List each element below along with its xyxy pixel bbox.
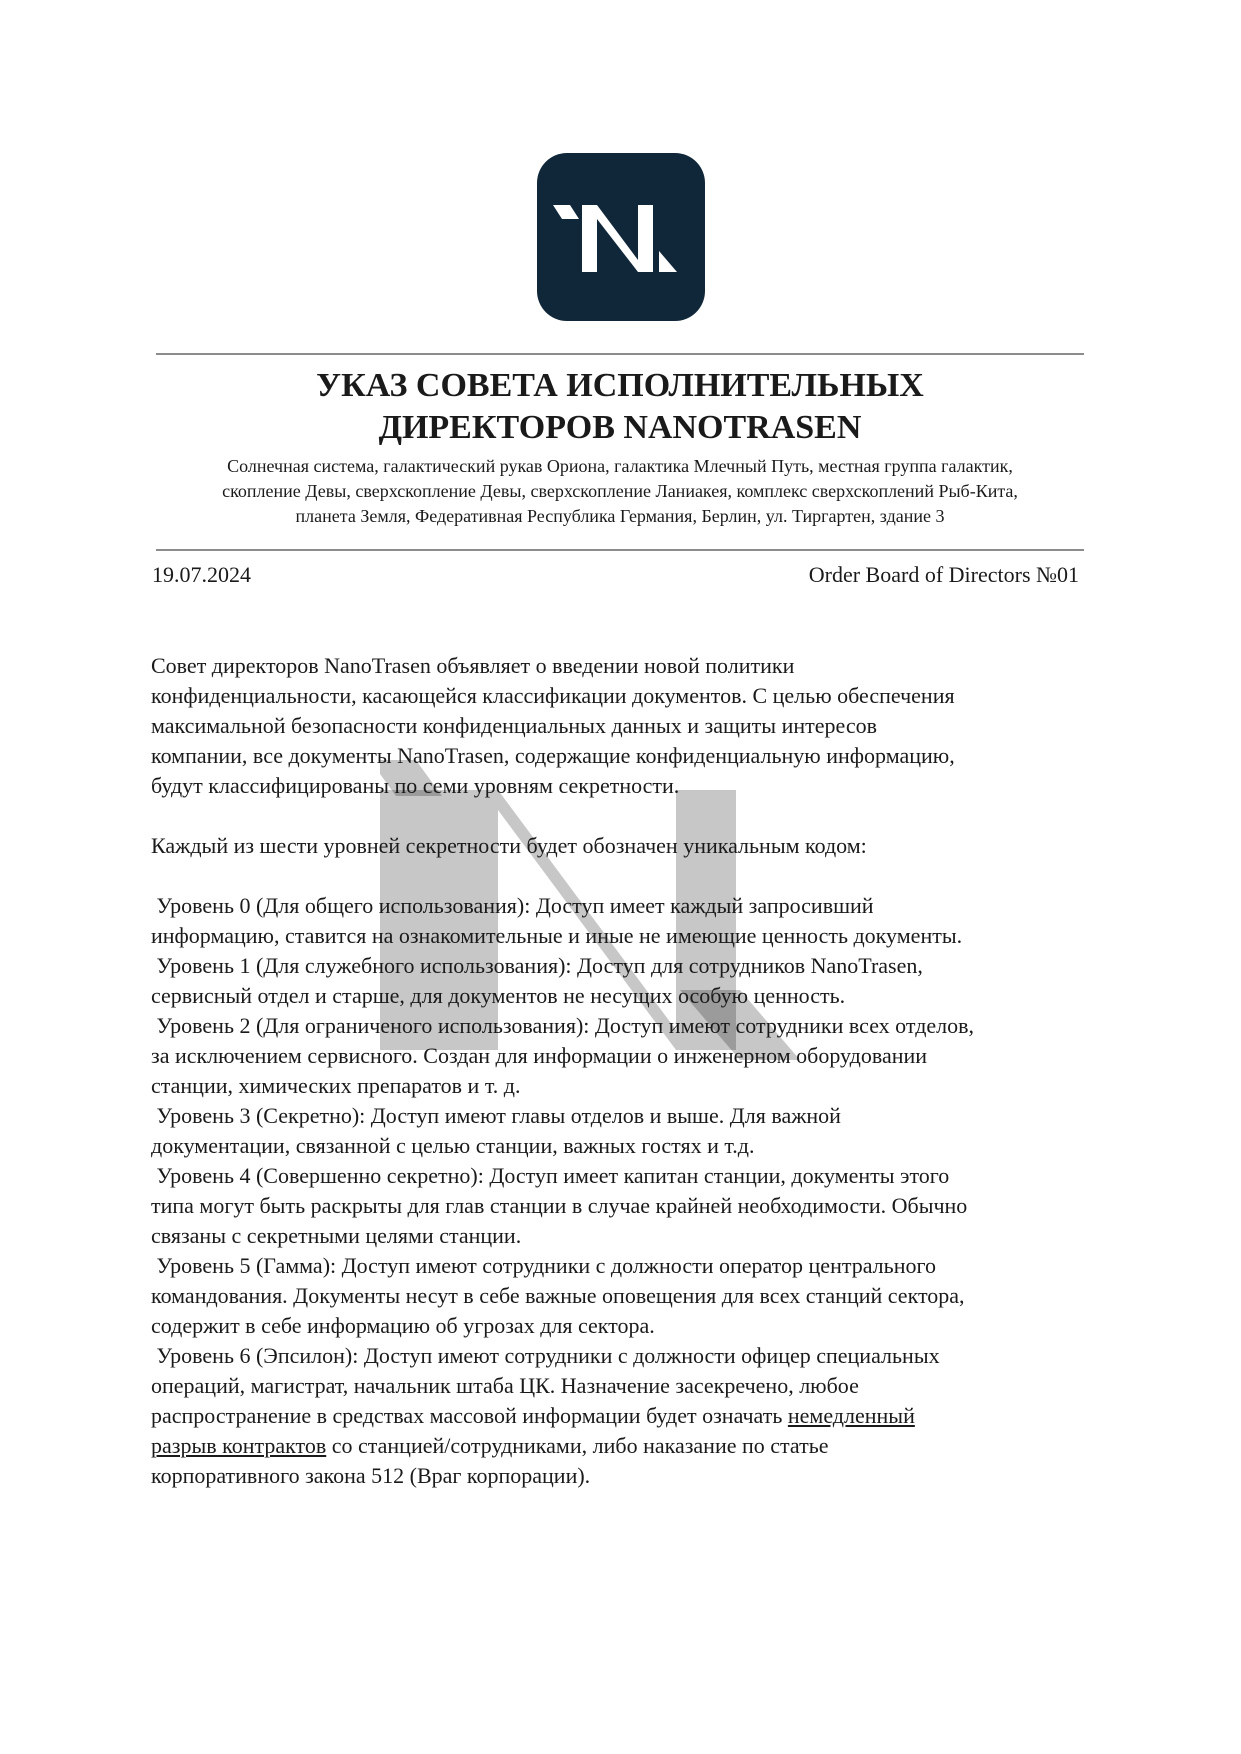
paragraph-spacer: [151, 801, 1096, 831]
level-6-line: операций, магистрат, начальник штаба ЦК. Назначение засекречено, любое: [151, 1373, 859, 1398]
level-3-line: Уровень 3 (Секретно): Доступ имеют главы отделов и выше. Для важной: [151, 1103, 841, 1128]
title-line: УКАЗ СОВЕТА ИСПОЛНИТЕЛЬНЫХ: [316, 367, 924, 404]
levels-intro: Каждый из шести уровней секретности будет обозначен уникальным кодом:: [151, 833, 867, 858]
order-number: Order Board of Directors №01: [808, 562, 1079, 587]
level-5-line: командования. Документы несут в себе важные оповещения для всех станций сектора,: [151, 1283, 965, 1308]
title-line: ДИРЕКТОРОВ NANOTRASEN: [378, 409, 862, 446]
level-6-line: Уровень 6 (Эпсилон): Доступ имеют сотрудники с должности офицер специальных: [151, 1343, 940, 1368]
level-0-line: Уровень 0 (Для общего использования): Доступ имеет каждый запросивший: [151, 893, 874, 918]
level-6-line: [151, 1401, 1096, 1431]
body-line: Совет директоров NanoTrasen объявляет о введении новой политики: [151, 653, 795, 678]
body-line: будут классифицированы по семи уровням секретности.: [151, 773, 680, 798]
level-4-line: Уровень 4 (Совершенно секретно): Доступ имеет капитан станции, документы этого: [151, 1163, 950, 1188]
body-line: максимальной безопасности конфиденциальных данных и защиты интересов: [151, 713, 877, 738]
document-body: [151, 651, 1096, 1491]
paragraph-spacer: [151, 861, 1096, 891]
level-5-line: Уровень 5 (Гамма): Доступ имеют сотрудники с должности оператор центрального: [151, 1253, 936, 1278]
address-line: скопление Девы, сверхскопление Девы, сверхскопление Ланиакея, комплекс сверхскоплений Рыб-Кита,: [222, 481, 1018, 501]
document-title: [156, 365, 1084, 449]
document-date: 19.07.2024: [152, 562, 251, 587]
nanotrasen-logo-icon: [537, 153, 705, 321]
underlined-warning: немедленный: [787, 1403, 915, 1428]
address-line: планета Земля, Федеративная Республика Германия, Берлин, ул. Тиргартен, здание 3: [295, 506, 945, 526]
body-line: конфиденциальности, касающейся классификации документов. С целью обеспечения: [151, 683, 955, 708]
level-4-line: связаны с секретными целями станции.: [151, 1223, 522, 1248]
level-5-line: содержит в себе информацию об угрозах для сектора.: [151, 1313, 655, 1338]
level-3-line: документации, связанной с целью станции, важных гостях и т.д.: [151, 1133, 755, 1158]
underlined-warning: разрыв контрактов: [151, 1433, 327, 1458]
level-4-line: типа могут быть раскрыты для глав станции в случае крайней необходимости. Обычно: [151, 1193, 968, 1218]
level-2-line: за исключением сервисного. Создан для информации о инженерном оборудовании: [151, 1043, 928, 1068]
level-0-line: информацию, ставится на ознакомительные и иные не имеющие ценность документы.: [151, 923, 963, 948]
level-1-line: Уровень 1 (Для служебного использования): Доступ для сотрудников NanoTrasen,: [151, 953, 923, 978]
level-6-line: корпоративного закона 512 (Враг корпорации).: [151, 1463, 591, 1488]
level-6-text: со станцией/сотрудниками, либо наказание по статье: [326, 1433, 829, 1458]
level-1-line: сервисный отдел и старше, для документов не несущих особую ценность.: [151, 983, 846, 1008]
header-divider-bottom: [156, 549, 1084, 551]
body-line: компании, все документы NanoTrasen, содержащие конфиденциальную информацию,: [151, 743, 955, 768]
level-2-line: Уровень 2 (Для ограниченого использования): Доступ имеют сотрудники всех отделов,: [151, 1013, 975, 1038]
level-6-line: [151, 1431, 1096, 1461]
address-line: Солнечная система, галактический рукав Ориона, галактика Млечный Путь, местная группа галактик,: [227, 456, 1013, 476]
level-6-text: распространение в средствах массовой информации будет означать: [151, 1403, 788, 1428]
header-divider-top: [156, 353, 1084, 355]
organization-address: [140, 454, 1100, 529]
level-2-line: станции, химических препаратов и т. д.: [151, 1073, 521, 1098]
